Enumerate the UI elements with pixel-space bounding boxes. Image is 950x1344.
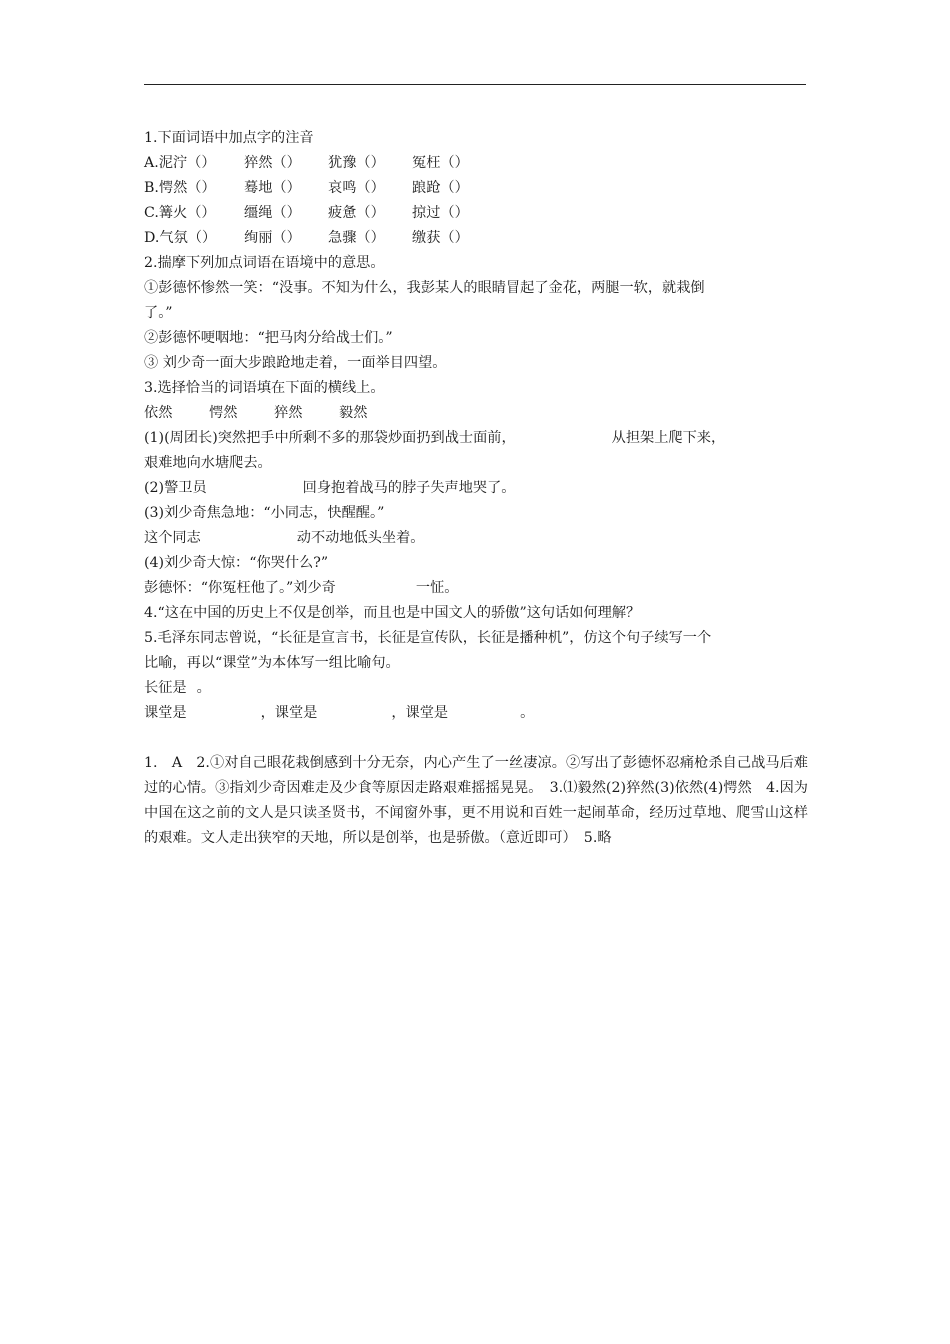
worksheet <box>144 126 808 851</box>
q5-text-cont: 比喻，再以“课堂”为本体写一组比喻句。 <box>144 655 400 671</box>
q5-text: 课堂是 <box>144 705 187 721</box>
q1-item: 缴获（） <box>412 230 469 246</box>
q2-item-1-cont: 了。” <box>144 305 173 321</box>
q3-text: (2)警卫员 <box>144 480 207 496</box>
q2-item-2: ②彭德怀哽咽地：“把马肉分给战士们。” <box>144 330 393 346</box>
q3-sentence-3-cont <box>144 526 808 551</box>
q3-option: 依然 <box>144 405 173 421</box>
q1-item: 疲惫（） <box>328 205 385 221</box>
q5-text: 长征是 <box>144 680 187 696</box>
q1-row-c <box>144 201 808 226</box>
q3-text: 这个同志 <box>144 530 201 546</box>
q3-text: 回身抱着战马的脖子失声地哭了。 <box>302 480 516 496</box>
q1-item: 蓦地（） <box>244 180 301 196</box>
q1-item: 犹豫（） <box>328 155 385 171</box>
q3-text: 动不动地低头坐着。 <box>296 530 425 546</box>
q1-item: A.泥泞（） <box>144 155 216 171</box>
q3-options <box>144 401 808 426</box>
q3-text: (1)(周团长)突然把手中所剩不多的那袋炒面扔到战士面前， <box>144 430 516 446</box>
q3-text: 彭德怀：“你冤枉他了。”刘少奇 <box>144 580 336 596</box>
q3-sentence-4: (4)刘少奇大惊：“你哭什么?” <box>144 555 329 571</box>
q2-item-3: ③ 刘少奇一面大步踉跄地走着，一面举目四望。 <box>144 355 447 371</box>
q1-row-a <box>144 151 808 176</box>
q1-row-b <box>144 176 808 201</box>
q3-sentence-1 <box>144 426 808 451</box>
header-rule <box>144 84 806 85</box>
q3-sentence-2 <box>144 476 808 501</box>
q4-text: 4.“这在中国的历史上不仅是创举，而且也是中国文人的骄傲”这句话如何理解？ <box>144 605 641 621</box>
q5-line-1 <box>144 676 808 701</box>
q5-text: 。 <box>520 705 535 721</box>
q3-text: 从担架上爬下来， <box>611 430 726 446</box>
q1-item: 哀鸣（） <box>328 180 385 196</box>
q1-row-d <box>144 226 808 251</box>
q3-sentence-4-cont <box>144 576 808 601</box>
q1-item: 绚丽（） <box>244 230 301 246</box>
q1-item: 猝然（） <box>244 155 301 171</box>
answer-text: 1. A 2.①对自己眼花栽倒感到十分无奈，内心产生了一丝凄凉。②写出了彭德怀忍痛枪杀自己战马后难过的心情。③指刘少奇因难走及少食等原因走路艰难摇摇晃晃。 3.⑴毅然(2)猝然(3)依然(4)愕然 4.因为中国在这之前的文人是只读圣贤书，不闻窗外事，更不用说和百姓一起闹革命，经历过草地、爬雪山这样的艰难。文人走出狭窄的天地，所以是创举，也是骄傲。（意近即可） 5.略 <box>144 755 808 846</box>
q2-title: 2.揣摩下列加点词语在语境中的意思。 <box>144 255 385 271</box>
q3-option: 猝然 <box>274 405 303 421</box>
q1-item: 缰绳（） <box>244 205 301 221</box>
q3-text: 一怔。 <box>415 580 459 596</box>
q3-option: 毅然 <box>339 405 368 421</box>
q3-title: 3.选择恰当的词语填在下面的横线上。 <box>144 380 385 396</box>
q1-title: 1.下面词语中加点字的注音 <box>144 130 314 146</box>
answer-section <box>144 751 808 851</box>
q1-item: B.愕然（） <box>144 180 216 196</box>
q5-line-2 <box>144 701 808 726</box>
q1-item: 掠过（） <box>412 205 469 221</box>
q3-sentence-3: (3)刘少奇焦急地：“小同志，快醒醒。” <box>144 505 385 521</box>
q1-item: 急骤（） <box>328 230 385 246</box>
q5-text: 5.毛泽东同志曾说，“长征是宣言书，长征是宣传队，长征是播种机”，仿这个句子续写一个 <box>144 630 712 646</box>
q1-item: C.篝火（） <box>144 205 216 221</box>
q2-item-1: ①彭德怀惨然一笑：“没事。不知为什么，我彭某人的眼睛冒起了金花，两腿一软，就栽倒 <box>144 280 705 296</box>
q1-item: 冤枉（） <box>412 155 469 171</box>
q1-item: 踉跄（） <box>412 180 469 196</box>
q1-item: D.气氛（） <box>144 230 217 246</box>
q5-text: ，课堂是 <box>391 705 449 721</box>
q3-sentence-1-cont: 艰难地向水塘爬去。 <box>144 455 272 471</box>
q5-text: ，课堂是 <box>260 705 318 721</box>
q5-text: 。 <box>196 680 211 696</box>
q3-option: 愕然 <box>209 405 238 421</box>
